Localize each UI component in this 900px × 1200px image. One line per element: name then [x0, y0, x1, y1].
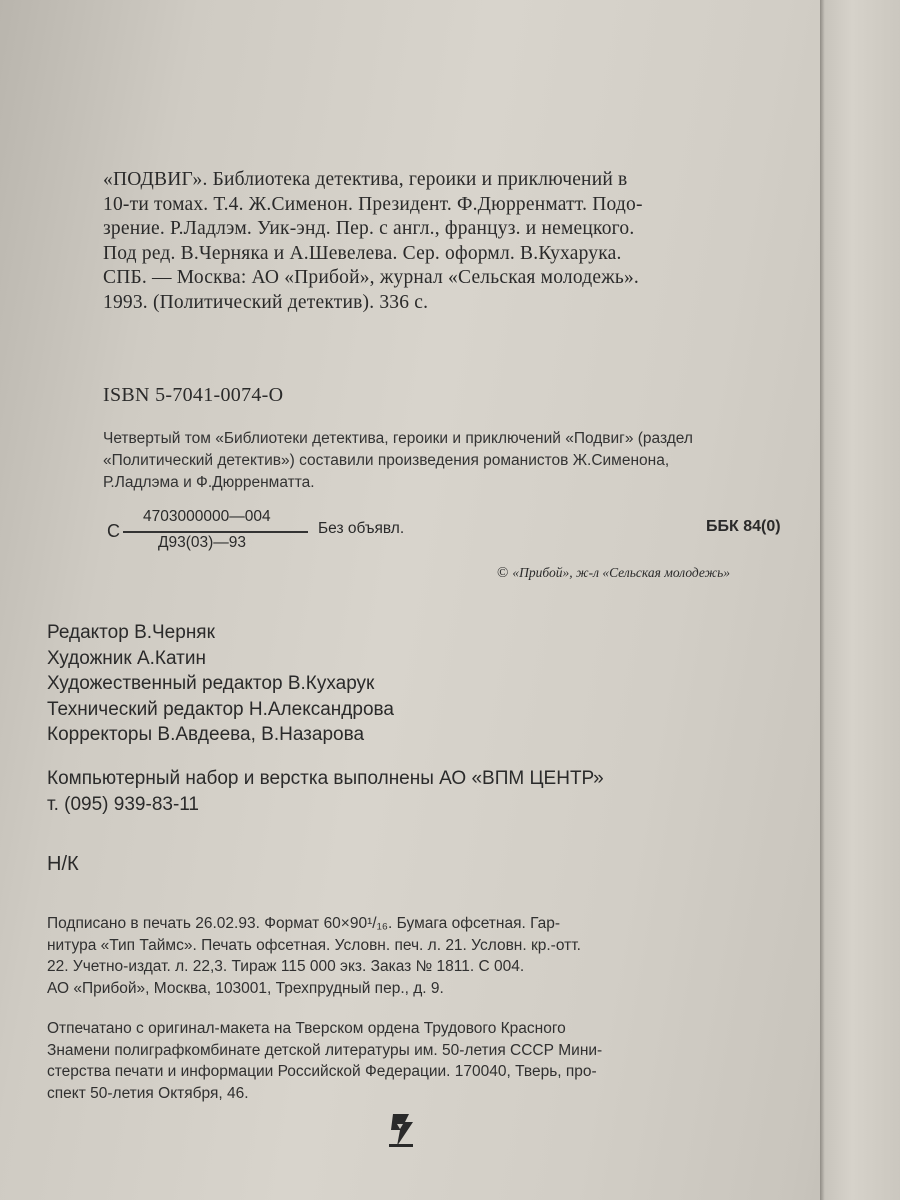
- print-details: [47, 913, 807, 999]
- bibliographic-description: [103, 168, 808, 315]
- printed-line: стерства печати и информации Российской Федерации. 170040, Тверь, про-: [47, 1063, 597, 1080]
- print-line: нитура «Тип Таймс». Печать офсетная. Условн. печ. л. 21. Условн. кр.-отт.: [47, 936, 581, 954]
- credits: [47, 620, 394, 748]
- printed-line: Отпечатано с оригинал-макета на Тверском ордена Трудового Красного: [47, 1020, 566, 1037]
- credit-line: Художник А.Катин: [47, 647, 206, 669]
- printed-line: спект 50-летия Октября, 46.: [47, 1084, 249, 1102]
- page-edge: [820, 0, 900, 1200]
- biblio-line: 1993. (Политический детектив). 336 с.: [103, 291, 429, 313]
- typesetting-phone: т. (095) 939-83-11: [47, 793, 199, 815]
- copyright-notice: [497, 565, 730, 582]
- biblio-line: СПБ. — Москва: АО «Прибой», журнал «Сельская молодежь».: [103, 267, 639, 288]
- nk-mark: Н/К: [47, 853, 79, 875]
- catalog-letter: С: [107, 521, 120, 541]
- credit-line: Художественный редактор В.Кухарук: [47, 673, 375, 694]
- credit-line: Технический редактор Н.Александрова: [47, 698, 394, 720]
- credit-line: Редактор В.Черняк: [47, 622, 215, 643]
- copyright-text: «Прибой», ж-л «Сельская молодежь»: [512, 565, 730, 580]
- credit-line: Корректоры В.Авдеева, В.Назарова: [47, 724, 365, 745]
- biblio-line: Под ред. В.Черняка и А.Шевелева. Сер. оформл. В.Кухарука.: [103, 242, 622, 264]
- printer-logo-icon: [383, 1110, 419, 1150]
- fraction-line: [123, 531, 308, 533]
- biblio-line: зрение. Р.Ладлэм. Уик-энд. Пер. с англ., француз. и немецкого.: [103, 218, 635, 239]
- printed-by: [47, 1018, 807, 1104]
- catalog-denominator: Д93(03)—93: [158, 534, 247, 551]
- typesetting-line: Компьютерный набор и верстка выполнены АО «ВПМ ЦЕНТР»: [47, 768, 604, 789]
- print-line: 22. Учетно-издат. л. 22,3. Тираж 115 000 экз. Заказ № 1811. С 004.: [47, 958, 525, 975]
- typesetting-info: [47, 766, 604, 817]
- annotation-line: Р.Ладлэма и Ф.Дюрренматта.: [103, 474, 315, 491]
- annotation-line: Четвертый том «Библиотеки детектива, героики и приключений «Подвиг» (раздел: [103, 430, 693, 447]
- bbk-code: ББК 84(0): [706, 518, 781, 535]
- printed-line: Знамени полиграфкомбинате детской литературы им. 50-летия СССР Мини-: [47, 1041, 603, 1059]
- print-line: АО «Прибой», Москва, 103001, Трехпрудный пер., д. 9.: [47, 979, 444, 997]
- annotation-line: «Политический детектив») составили произведения романистов Ж.Сименона,: [103, 452, 670, 469]
- catalog-numerator: 4703000000—004: [143, 508, 271, 525]
- copyright-symbol: ©: [497, 565, 509, 581]
- annotation: [103, 428, 808, 494]
- catalog-note: Без объявл.: [318, 520, 405, 537]
- biblio-line: «ПОДВИГ». Библиотека детектива, героики и приключений в: [103, 169, 628, 190]
- isbn: ISBN 5-7041-0074-О: [103, 384, 284, 406]
- print-line: Подписано в печать 26.02.93. Формат 60×90¹/₁₆. Бумага офсетная. Гар-: [47, 915, 561, 932]
- biblio-line: 10-ти томах. Т.4. Ж.Сименон. Президент. Ф.Дюрренматт. Подо-: [103, 193, 643, 215]
